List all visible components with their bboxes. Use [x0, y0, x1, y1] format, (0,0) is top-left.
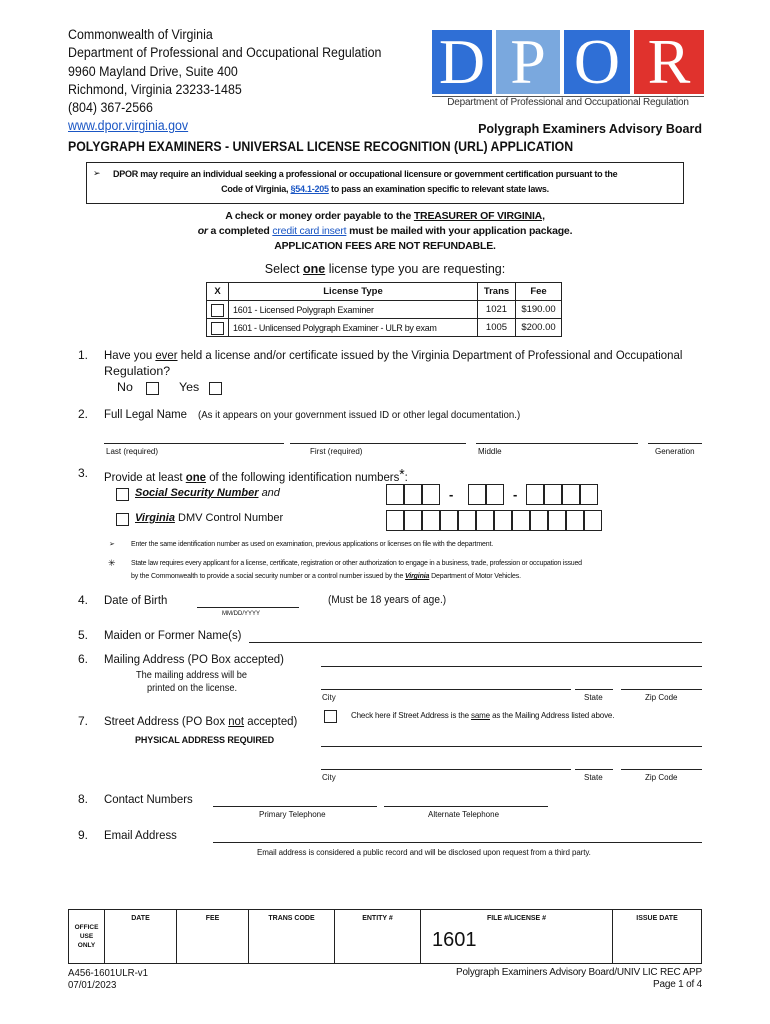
license-licensed-checkbox[interactable] [211, 304, 224, 317]
office-label-line: ONLY [77, 942, 96, 949]
q1-question-cont: Regulation? [104, 364, 171, 378]
dob-format-caption: MM/DD/YYYY [222, 611, 261, 617]
logo-tile-p [496, 26, 560, 97]
mailing-state-input[interactable] [575, 689, 613, 690]
ssn-digit-box[interactable] [386, 484, 404, 505]
logo-tile-d [432, 26, 492, 97]
prompt-text: license type you are requesting: [328, 262, 506, 276]
middle-name-input[interactable] [476, 443, 638, 444]
col-header-license-type: License Type [229, 283, 478, 301]
logo-letter: D [438, 26, 486, 97]
payment-payee: TREASURER OF VIRGINIA, [413, 210, 545, 222]
logo-letter: P [510, 26, 546, 97]
generation-input[interactable] [648, 443, 702, 444]
payment-instructions [0, 209, 770, 254]
mailing-address-input[interactable] [321, 666, 702, 667]
same-as-mailing-label [351, 711, 614, 720]
office-col-label: DATE [131, 915, 150, 922]
q1-yes-checkbox[interactable] [209, 382, 222, 395]
dmv-digit-box[interactable] [440, 510, 458, 531]
same-as-mailing-checkbox[interactable] [324, 710, 337, 723]
notice-line-2 [87, 184, 683, 194]
q3-emphasis: one [185, 470, 207, 484]
notice-line-1: DPOR may require an individual seeking a professional or occupational licensure or government certification pursuant to the [113, 169, 618, 179]
first-name-input[interactable] [290, 443, 466, 444]
last-name-input[interactable] [104, 443, 284, 444]
mailing-city-input[interactable] [321, 689, 571, 690]
form-id: A456-1601ULR-v1 [68, 967, 149, 979]
primary-telephone-input[interactable] [213, 806, 377, 807]
office-label-line: OFFICE [74, 924, 99, 931]
ssn-digit-box[interactable] [486, 484, 504, 505]
mailing-zip-caption: Zip Code [645, 693, 678, 702]
check-text: Check here if Street Address is the [351, 711, 469, 720]
payment-line-2 [0, 224, 770, 239]
payment-text: A check or money order payable to the [225, 210, 412, 222]
prompt-text: Select [264, 262, 300, 276]
asterisk-bullet-icon: ✳ [108, 558, 116, 568]
date-of-birth-input[interactable] [197, 607, 299, 608]
q1-no-label: No [117, 380, 133, 394]
dmv-digit-box[interactable] [566, 510, 584, 531]
q5-number: 5. [78, 628, 89, 642]
office-col-label: ENTITY # [362, 915, 393, 922]
ssn-digit-box[interactable] [580, 484, 598, 505]
footer-left [68, 967, 148, 991]
dmv-digit-box[interactable] [530, 510, 548, 531]
q7-emphasis: not [228, 714, 245, 728]
ssn-and-text: and [261, 487, 280, 499]
street-zip-caption: Zip Code [645, 773, 678, 782]
website-link[interactable]: www.dpor.virginia.gov [68, 118, 189, 134]
first-name-caption: First (required) [310, 447, 363, 456]
asterisk-icon: * [399, 466, 405, 483]
footer-board-form: Polygraph Examiners Advisory Board/UNIV LIC REC APP [455, 967, 702, 978]
dmv-digit-box[interactable] [404, 510, 422, 531]
logo-caption: Department of Professional and Occupational Regulation [447, 97, 689, 108]
select-cell [207, 319, 229, 337]
q6-number: 6. [78, 652, 89, 666]
fee-cell: $190.00 [516, 301, 562, 319]
ssn-law-note-line-1: State law requires every applicant for a license, certificate, registration or other authorization to engage in a business, trade, profession or occupation issued [131, 560, 582, 567]
office-col-label: ISSUE DATE [636, 915, 678, 922]
notice-text: to pass an examination specific to relevant state laws. [331, 184, 549, 194]
q9-label: Email Address [104, 828, 177, 842]
q6-label: Mailing Address (PO Box accepted) [104, 652, 284, 666]
q1-text: held a license and/or certificate issued by the Virginia Department of Professional and Occupational [180, 348, 683, 362]
q3-text: of the following identification numbers [209, 470, 400, 484]
form-title: POLYGRAPH EXAMINERS - UNIVERSAL LICENSE RECOGNITION (URL) APPLICATION [68, 139, 574, 154]
q4-age-note: (Must be 18 years of age.) [328, 594, 447, 606]
trans-cell: 1005 [478, 319, 516, 337]
street-zip-input[interactable] [621, 769, 702, 770]
mailing-zip-input[interactable] [621, 689, 702, 690]
middle-name-caption: Middle [478, 447, 502, 456]
payment-text: a completed [210, 225, 270, 237]
q4-label: Date of Birth [104, 593, 168, 607]
q1-no-checkbox[interactable] [146, 382, 159, 395]
fee-cell: $200.00 [516, 319, 562, 337]
q6-note-2: printed on the license. [147, 683, 238, 694]
q1-number: 1. [78, 348, 89, 362]
dmv-digit-box[interactable] [512, 510, 530, 531]
page-number: Page 1 of 4 [653, 979, 702, 990]
email-public-record-note: Email address is considered a public record and will be disclosed upon request from a third party. [257, 848, 591, 857]
dmv-digit-box[interactable] [476, 510, 494, 531]
license-select-prompt [0, 262, 770, 276]
credit-card-insert-link[interactable]: credit card insert [272, 225, 347, 237]
office-entity-cell [335, 910, 421, 964]
form-date: 07/01/2023 [68, 979, 117, 991]
footer-right [456, 967, 702, 991]
select-cell [207, 301, 229, 319]
note-state: Virginia [405, 573, 430, 580]
col-header-x: X [207, 283, 229, 301]
mailing-city-caption: City [322, 693, 336, 702]
street-city-input[interactable] [321, 769, 571, 770]
license-number-value: 1601 [432, 929, 477, 951]
ssn-dash: - [513, 487, 518, 502]
check-emphasis: same [471, 711, 490, 720]
office-col-label: TRANS CODE [268, 915, 315, 922]
q3-number: 3. [78, 466, 89, 480]
note-text: Department of Motor Vehicles. [431, 573, 521, 580]
q7-text: accepted) [247, 714, 298, 728]
note-text: by the Commonwealth to provide a social security number or a control number issued by the [131, 573, 404, 580]
q6-note-1: The mailing address will be [136, 670, 247, 681]
payment-text: or [197, 225, 208, 237]
dmv-digit-box[interactable] [548, 510, 566, 531]
payment-text: must be mailed with your application package. [349, 225, 573, 237]
last-name-caption: Last (required) [106, 447, 159, 456]
dmv-checkbox[interactable] [116, 513, 129, 526]
street-address-input[interactable] [321, 746, 702, 747]
notice-bullet: ➢ [93, 168, 101, 178]
mailing-state-caption: State [584, 693, 603, 702]
office-trans-code-cell [249, 910, 335, 964]
logo-letter: O [573, 26, 621, 97]
ssn-law-note-line-2 [131, 573, 521, 580]
maiden-name-input[interactable] [249, 642, 702, 643]
dmv-digit-box[interactable] [422, 510, 440, 531]
ssn-digit-box[interactable] [468, 484, 486, 505]
code-section-link[interactable]: §54.1-205 [290, 184, 329, 194]
notice-box [86, 162, 684, 204]
dmv-digit-box[interactable] [458, 510, 476, 531]
notice-text: Code of Virginia, [221, 184, 289, 194]
org-line: Richmond, Virginia 23233-1485 [68, 81, 242, 97]
alternate-telephone-caption: Alternate Telephone [428, 810, 500, 819]
ssn-label-text: Social Security Number [135, 487, 259, 499]
primary-telephone-caption: Primary Telephone [259, 810, 326, 819]
q2-note: (As it appears on your government issued ID or other legal documentation.) [198, 409, 521, 421]
id-note: Enter the same identification number as used on examination, previous applications or licenses on file with the department. [131, 541, 494, 548]
logo-tile-o [564, 26, 630, 97]
email-address-input[interactable] [213, 842, 702, 843]
payment-line-3: APPLICATION FEES ARE NOT REFUNDABLE. [274, 240, 496, 252]
q5-label: Maiden or Former Name(s) [104, 628, 242, 642]
board-name: Polygraph Examiners Advisory Board [478, 122, 702, 136]
trans-cell: 1021 [478, 301, 516, 319]
license-unlicensed-checkbox[interactable] [211, 322, 224, 335]
ssn-label [135, 487, 280, 499]
q3-text: : [404, 470, 408, 484]
q9-number: 9. [78, 828, 89, 842]
q8-number: 8. [78, 792, 89, 806]
office-use-table [68, 909, 702, 964]
q2-number: 2. [78, 407, 89, 421]
ssn-digit-box[interactable] [544, 484, 562, 505]
q7-label [104, 714, 297, 728]
org-line: Commonwealth of Virginia [68, 27, 213, 42]
generation-caption: Generation [655, 447, 695, 456]
q7-text: Street Address (PO Box [104, 714, 226, 728]
check-text: as the Mailing Address listed above. [492, 711, 615, 720]
street-state-caption: State [584, 773, 603, 782]
ssn-digit-box[interactable] [422, 484, 440, 505]
q1-text: Have you [104, 348, 153, 362]
org-line: 9960 Mayland Drive, Suite 400 [68, 63, 238, 79]
prompt-emphasis: one [303, 262, 326, 276]
office-label-line: USE [79, 933, 94, 940]
office-date-cell [105, 910, 177, 964]
physical-address-required: PHYSICAL ADDRESS REQUIRED [135, 735, 275, 745]
col-header-trans: Trans [478, 283, 516, 301]
logo-tile-r [634, 26, 704, 97]
ssn-digit-box[interactable] [404, 484, 422, 505]
payment-line-1 [0, 209, 770, 224]
table-header-row [207, 283, 562, 301]
license-type-cell: 1601 - Licensed Polygraph Examiner [229, 301, 478, 319]
ssn-digit-box[interactable] [562, 484, 580, 505]
dpor-logo [432, 26, 704, 110]
dmv-label-text: DMV Control Number [178, 512, 284, 524]
license-type-table [206, 282, 562, 337]
street-state-input[interactable] [575, 769, 613, 770]
license-type-cell: 1601 - Unlicensed Polygraph Examiner - ULR by exam [229, 319, 478, 337]
q2-label: Full Legal Name [104, 407, 188, 421]
table-row [207, 301, 562, 319]
q1-question [104, 348, 702, 362]
office-issue-date-cell [613, 910, 702, 964]
logo-letter: R [647, 26, 691, 97]
ssn-checkbox[interactable] [116, 488, 129, 501]
office-fee-cell [177, 910, 249, 964]
dmv-digit-box[interactable] [386, 510, 404, 531]
q1-yes-label: Yes [179, 380, 200, 394]
org-address-block [68, 26, 381, 136]
street-city-caption: City [322, 773, 336, 782]
dmv-digit-box[interactable] [494, 510, 512, 531]
office-col-label: FILE #/LICENSE # [486, 915, 547, 922]
ssn-digit-box[interactable] [526, 484, 544, 505]
org-line: (804) 367-2566 [68, 100, 153, 116]
dmv-label [135, 512, 283, 524]
q1-emphasis: ever [155, 348, 178, 362]
office-license-cell [421, 910, 613, 964]
alternate-telephone-input[interactable] [384, 806, 548, 807]
q4-number: 4. [78, 593, 89, 607]
dmv-digit-box[interactable] [584, 510, 602, 531]
q3-text: Provide at least [104, 470, 183, 484]
office-use-label [69, 910, 105, 964]
office-col-label: FEE [205, 915, 220, 922]
dmv-label-state: Virginia [135, 512, 175, 524]
org-line: Department of Professional and Occupational Regulation [68, 45, 382, 61]
table-row [207, 319, 562, 337]
q7-number: 7. [78, 714, 89, 728]
q3-label [104, 466, 408, 484]
q8-label: Contact Numbers [104, 792, 193, 806]
arrow-bullet-icon: ➢ [109, 541, 115, 548]
col-header-fee: Fee [516, 283, 562, 301]
ssn-dash: - [449, 487, 454, 502]
